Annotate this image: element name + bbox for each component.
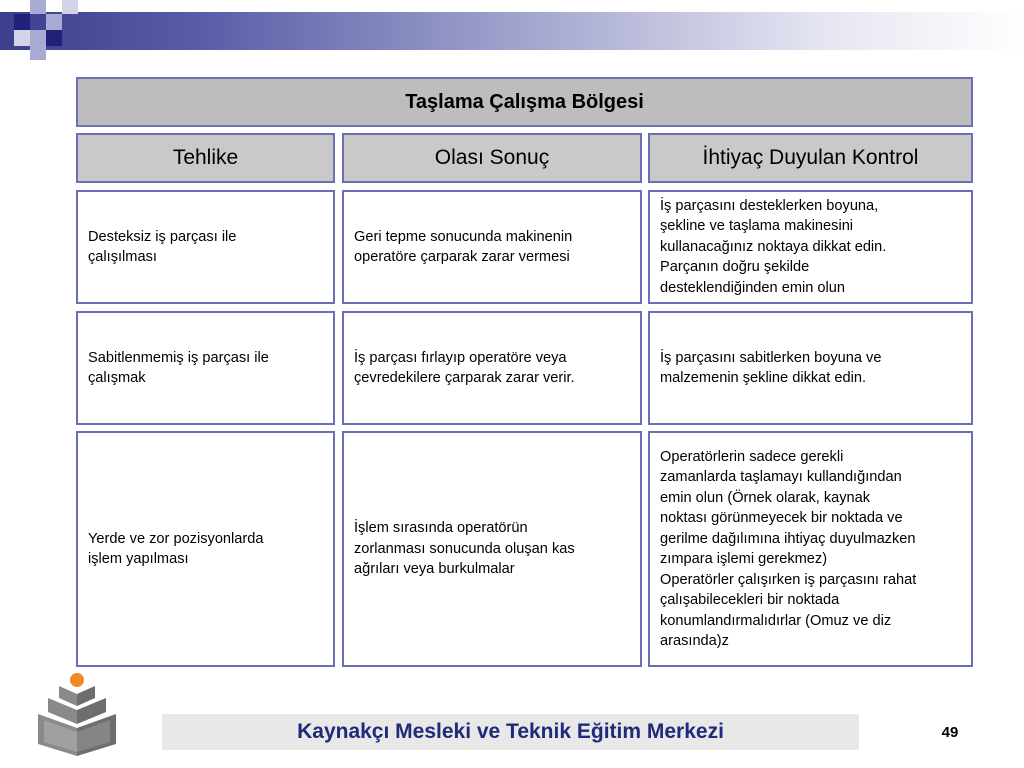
table-row-1-hazard <box>76 190 335 304</box>
page-number: 49 <box>941 724 959 741</box>
footer-institution-name: Kaynakçı Mesleki ve Teknik Eğitim Merkezi <box>162 714 859 750</box>
book-tree-logo-icon <box>34 672 120 756</box>
result-text: Geri tepme sonucunda makinenin operatöre çarparak zarar vermesi <box>354 228 573 265</box>
control-text: Operatörlerin sadece gerekli zamanlarda taşlamayı kullandığından emin olun (Örnek olarak, kaynak noktası görünmeyecek bir noktada ve gerilme dağılımına ihtiyaç duyulmazken zımpara işlemi gerekmez) Operatörler çalışırken iş parçasını rahat çalışabilecekleri bir noktada konumlandırmalıdırlar (Omuz ve diz arasında)z <box>660 448 917 649</box>
table-row-1-control <box>648 190 973 304</box>
control-text: İş parçasını sabitlerken boyuna ve malzemenin şekline dikkat edin. <box>660 349 882 386</box>
table-row-3-control <box>648 431 973 667</box>
result-text: İşlem sırasında operatörün zorlanması sonucunda oluşan kas ağrıları veya burkulmalar <box>354 520 575 578</box>
control-text: İş parçasını desteklerken boyuna, şekline ve taşlama makinesini kullanacağınız noktaya dikkat edin. Parçanın doğru şekilde desteklendiğinden emin olun <box>660 197 887 296</box>
column-header-hazard: Tehlike <box>76 133 335 183</box>
table-row-2-result <box>342 311 642 425</box>
top-gradient-band <box>0 12 1024 50</box>
table-row-3-hazard <box>76 431 335 667</box>
hazard-text: Sabitlenmemiş iş parçası ile çalışmak <box>88 349 269 386</box>
hazard-text: Yerde ve zor pozisyonlarda işlem yapılması <box>88 530 264 567</box>
column-header-result: Olası Sonuç <box>342 133 642 183</box>
result-text: İş parçası fırlayıp operatöre veya çevredekilere çarparak zarar verir. <box>354 349 575 386</box>
table-row-1-result <box>342 190 642 304</box>
table-row-2-control <box>648 311 973 425</box>
table-title: Taşlama Çalışma Bölgesi <box>76 77 973 127</box>
column-header-control: İhtiyaç Duyulan Kontrol <box>648 133 973 183</box>
hazard-text: Desteksiz iş parçası ile çalışılması <box>88 228 237 265</box>
table-row-3-result <box>342 431 642 667</box>
table-row-2-hazard <box>76 311 335 425</box>
